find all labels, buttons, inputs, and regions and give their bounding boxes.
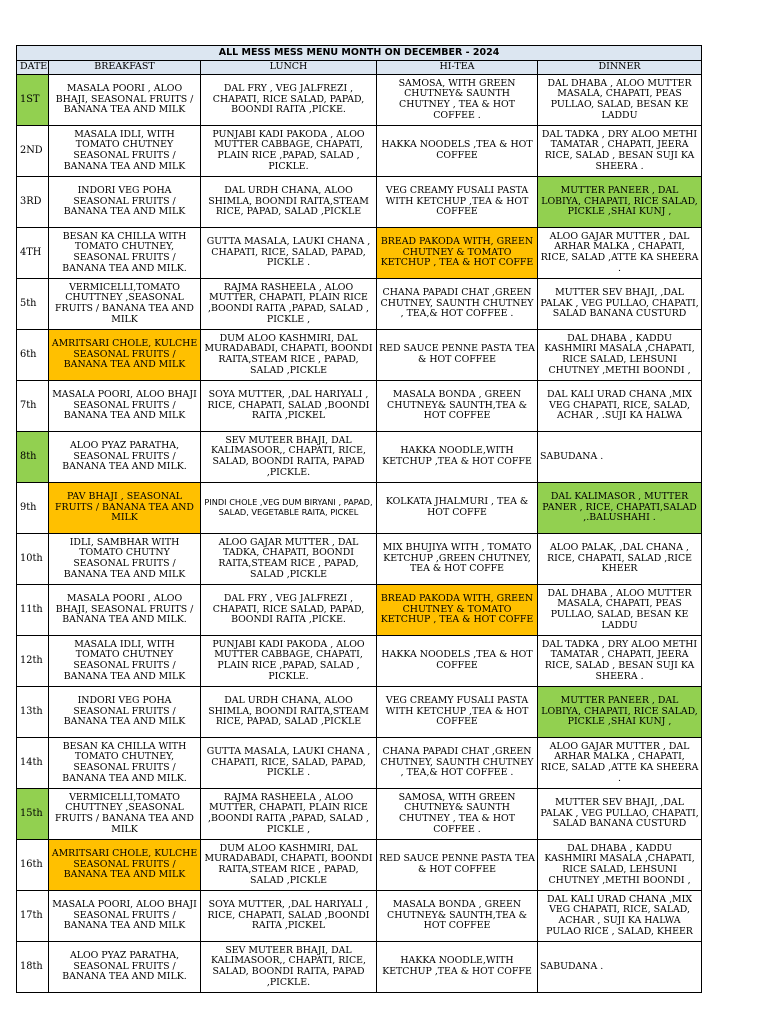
menu-row xyxy=(17,381,702,432)
breakfast-cell: AMRITSARI CHOLE, KULCHE SEASONAL FRUITS / BANANA TEA AND MILK xyxy=(49,330,201,381)
menu-row xyxy=(17,126,702,177)
date-cell: 14th xyxy=(17,738,49,789)
lunch-cell: DAL FRY , VEG JALFREZI , CHAPATI, RICE SALAD, PAPAD, BOONDI RAITA ,PICKE. xyxy=(201,585,377,636)
dinner-cell: DAL DHABA , ALOO MUTTER MASALA, CHAPATI, PEAS PULLAO, SALAD, BESAN KE LADDU xyxy=(538,585,702,636)
header-dinner: DINNER xyxy=(538,61,702,75)
header-breakfast: BREAKFAST xyxy=(49,61,201,75)
date-cell: 13th xyxy=(17,687,49,738)
column-header-row xyxy=(17,61,702,75)
lunch-cell: PUNJABI KADI PAKODA , ALOO MUTTER CABBAGE, CHAPATI, PLAIN RICE ,PAPAD, SALAD , PICKLE. xyxy=(201,126,377,177)
hitea-cell: CHANA PAPADI CHAT ,GREEN CHUTNEY, SAUNTH CHUTNEY , TEA,& HOT COFFEE . xyxy=(377,279,538,330)
header-lunch: LUNCH xyxy=(201,61,377,75)
dinner-cell: DAL TADKA , DRY ALOO METHI TAMATAR , CHAPATI, JEERA RICE, SALAD , BESAN SUJI KA SHEERA . xyxy=(538,126,702,177)
breakfast-cell: MASALA POORI, ALOO BHAJI SEASONAL FRUITS / BANANA TEA AND MILK xyxy=(49,381,201,432)
dinner-cell: ALOO GAJAR MUTTER , DAL ARHAR MALKA , CHAPATI, RICE, SALAD ,ATTE KA SHEERA . xyxy=(538,228,702,279)
menu-row xyxy=(17,840,702,891)
hitea-cell: RED SAUCE PENNE PASTA TEA & HOT COFFEE xyxy=(377,330,538,381)
date-cell: 4TH xyxy=(17,228,49,279)
hitea-cell: MIX BHUJIYA WITH , TOMATO KETCHUP ,GREEN CHUTNEY, TEA & HOT COFFE xyxy=(377,534,538,585)
dinner-cell: SABUDANA . xyxy=(538,432,702,483)
breakfast-cell: INDORI VEG POHA SEASONAL FRUITS / BANANA TEA AND MILK xyxy=(49,687,201,738)
date-cell: 8th xyxy=(17,432,49,483)
hitea-cell: HAKKA NOODELS ,TEA & HOT COFFEE xyxy=(377,126,538,177)
lunch-cell: RAJMA RASHEELA , ALOO MUTTER, CHAPATI, PLAIN RICE ,BOONDI RAITA ,PAPAD, SALAD , PICKLE , xyxy=(201,279,377,330)
breakfast-cell: MASALA POORI , ALOO BHAJI, SEASONAL FRUITS / BANANA TEA AND MILK xyxy=(49,75,201,126)
hitea-cell: BREAD PAKODA WITH, GREEN CHUTNEY & TOMATO KETCHUP , TEA & HOT COFFE xyxy=(377,228,538,279)
menu-row xyxy=(17,585,702,636)
dinner-cell: MUTTER PANEER , DAL LOBIYA, CHAPATI, RICE SALAD, PICKLE ,SHAI KUNJ , xyxy=(538,177,702,228)
breakfast-cell: BESAN KA CHILLA WITH TOMATO CHUTNEY, SEASONAL FRUITS / BANANA TEA AND MILK. xyxy=(49,228,201,279)
hitea-cell: MASALA BONDA , GREEN CHUTNEY& SAUNTH,TEA & HOT COFFEE xyxy=(377,891,538,942)
dinner-cell: ALOO GAJAR MUTTER , DAL ARHAR MALKA , CHAPATI, RICE, SALAD ,ATTE KA SHEERA . xyxy=(538,738,702,789)
lunch-cell: DAL URDH CHANA, ALOO SHIMLA, BOONDI RAITA,STEAM RICE, PAPAD, SALAD ,PICKLE xyxy=(201,687,377,738)
date-cell: 2ND xyxy=(17,126,49,177)
menu-row xyxy=(17,891,702,942)
dinner-cell: DAL KALI URAD CHANA ,MIX VEG CHAPATI, RICE, SALAD, ACHAR , SUJI KA HALWA PULAO RICE , SALAD, KHEER xyxy=(538,891,702,942)
menu-body xyxy=(17,75,702,993)
breakfast-cell: VERMICELLI,TOMATO CHUTTNEY ,SEASONAL FRUITS / BANANA TEA AND MILK xyxy=(49,279,201,330)
dinner-cell: DAL KALI URAD CHANA ,MIX VEG CHAPATI, RICE, SALAD, ACHAR , .SUJI KA HALWA xyxy=(538,381,702,432)
lunch-cell: DAL URDH CHANA, ALOO SHIMLA, BOONDI RAITA,STEAM RICE, PAPAD, SALAD ,PICKLE xyxy=(201,177,377,228)
menu-row xyxy=(17,534,702,585)
date-cell: 18th xyxy=(17,942,49,993)
date-cell: 17th xyxy=(17,891,49,942)
dinner-cell: MUTTER SEV BHAJI, ,DAL PALAK , VEG PULLAO, CHAPATI, SALAD BANANA CUSTURD xyxy=(538,279,702,330)
dinner-cell: ALOO PALAK, ,DAL CHANA , RICE, CHAPATI, SALAD ,RICE KHEER xyxy=(538,534,702,585)
menu-row xyxy=(17,636,702,687)
lunch-cell: SOYA MUTTER, ,DAL HARIYALI , RICE, CHAPATI, SALAD ,BOONDI RAITA ,PICKEL xyxy=(201,381,377,432)
lunch-cell: SEV MUTEER BHAJI, DAL KALIMASOOR,, CHAPATI, RICE, SALAD, BOONDI RAITA, PAPAD ,PICKLE. xyxy=(201,942,377,993)
breakfast-cell: ALOO PYAZ PARATHA, SEASONAL FRUITS / BANANA TEA AND MILK. xyxy=(49,432,201,483)
lunch-cell: DAL FRY , VEG JALFREZI , CHAPATI, RICE SALAD, PAPAD, BOONDI RAITA ,PICKE. xyxy=(201,75,377,126)
date-cell: 9th xyxy=(17,483,49,534)
dinner-cell: DAL KALIMASOR , MUTTER PANER , RICE, CHAPATI,SALAD ,.BALUSHAHI . xyxy=(538,483,702,534)
breakfast-cell: MASALA POORI , ALOO BHAJI, SEASONAL FRUITS / BANANA TEA AND MILK. xyxy=(49,585,201,636)
lunch-cell: DUM ALOO KASHMIRI, DAL MURADABADI, CHAPATI, BOONDI RAITA,STEAM RICE , PAPAD, SALAD ,PICKLE xyxy=(201,330,377,381)
date-cell: 7th xyxy=(17,381,49,432)
breakfast-cell: AMRITSARI CHOLE, KULCHE SEASONAL FRUITS / BANANA TEA AND MILK xyxy=(49,840,201,891)
lunch-cell: GUTTA MASALA, LAUKI CHANA , CHAPATI, RICE, SALAD, PAPAD, PICKLE . xyxy=(201,738,377,789)
menu-title: ALL MESS MESS MENU MONTH ON DECEMBER - 2024 xyxy=(17,46,702,61)
date-cell: 3RD xyxy=(17,177,49,228)
breakfast-cell: BESAN KA CHILLA WITH TOMATO CHUTNEY, SEASONAL FRUITS / BANANA TEA AND MILK. xyxy=(49,738,201,789)
header-hitea: HI-TEA xyxy=(377,61,538,75)
date-cell: 5th xyxy=(17,279,49,330)
menu-row xyxy=(17,942,702,993)
hitea-cell: MASALA BONDA , GREEN CHUTNEY& SAUNTH,TEA & HOT COFFEE xyxy=(377,381,538,432)
dinner-cell: DAL DHABA , KADDU KASHMIRI MASALA ,CHAPATI, RICE SALAD, LEHSUNI CHUTNEY ,METHI BOONDI , xyxy=(538,330,702,381)
hitea-cell: KOLKATA JHALMURI , TEA & HOT COFFE xyxy=(377,483,538,534)
hitea-cell: SAMOSA, WITH GREEN CHUTNEY& SAUNTH CHUTNEY , TEA & HOT COFFEE . xyxy=(377,789,538,840)
title-row xyxy=(17,46,702,61)
date-cell: 10th xyxy=(17,534,49,585)
lunch-cell: RAJMA RASHEELA , ALOO MUTTER, CHAPATI, PLAIN RICE ,BOONDI RAITA ,PAPAD, SALAD , PICKLE , xyxy=(201,789,377,840)
hitea-cell: SAMOSA, WITH GREEN CHUTNEY& SAUNTH CHUTNEY , TEA & HOT COFFEE . xyxy=(377,75,538,126)
date-cell: 16th xyxy=(17,840,49,891)
hitea-cell: CHANA PAPADI CHAT ,GREEN CHUTNEY, SAUNTH CHUTNEY , TEA,& HOT COFFEE . xyxy=(377,738,538,789)
hitea-cell: VEG CREAMY FUSALI PASTA WITH KETCHUP ,TEA & HOT COFFEE xyxy=(377,687,538,738)
dinner-cell: DAL DHABA , KADDU KASHMIRI MASALA ,CHAPATI, RICE SALAD, LEHSUNI CHUTNEY ,METHI BOONDI , xyxy=(538,840,702,891)
hitea-cell: VEG CREAMY FUSALI PASTA WITH KETCHUP ,TEA & HOT COFFEE xyxy=(377,177,538,228)
menu-row xyxy=(17,483,702,534)
breakfast-cell: MASALA IDLI, WITH TOMATO CHUTNEY SEASONAL FRUITS / BANANA TEA AND MILK xyxy=(49,636,201,687)
header-date: DATE xyxy=(17,61,49,75)
lunch-cell: PUNJABI KADI PAKODA , ALOO MUTTER CABBAGE, CHAPATI, PLAIN RICE ,PAPAD, SALAD , PICKLE. xyxy=(201,636,377,687)
date-cell: 6th xyxy=(17,330,49,381)
menu-row xyxy=(17,432,702,483)
mess-menu-table xyxy=(16,45,702,993)
lunch-cell: SEV MUTEER BHAJI, DAL KALIMASOOR,, CHAPATI, RICE, SALAD, BOONDI RAITA, PAPAD ,PICKLE. xyxy=(201,432,377,483)
date-cell: 15th xyxy=(17,789,49,840)
dinner-cell: DAL TADKA , DRY ALOO METHI TAMATAR , CHAPATI, JEERA RICE, SALAD , BESAN SUJI KA SHEERA . xyxy=(538,636,702,687)
dinner-cell: DAL DHABA , ALOO MUTTER MASALA, CHAPATI, PEAS PULLAO, SALAD, BESAN KE LADDU xyxy=(538,75,702,126)
breakfast-cell: VERMICELLI,TOMATO CHUTTNEY ,SEASONAL FRUITS / BANANA TEA AND MILK xyxy=(49,789,201,840)
menu-row xyxy=(17,279,702,330)
menu-row xyxy=(17,789,702,840)
lunch-cell: SOYA MUTTER, ,DAL HARIYALI , RICE, CHAPATI, SALAD ,BOONDI RAITA ,PICKEL xyxy=(201,891,377,942)
breakfast-cell: PAV BHAJI , SEASONAL FRUITS / BANANA TEA AND MILK xyxy=(49,483,201,534)
hitea-cell: HAKKA NOODLE,WITH KETCHUP ,TEA & HOT COFFE xyxy=(377,942,538,993)
breakfast-cell: ALOO PYAZ PARATHA, SEASONAL FRUITS / BANANA TEA AND MILK. xyxy=(49,942,201,993)
date-cell: 1ST xyxy=(17,75,49,126)
menu-row xyxy=(17,228,702,279)
breakfast-cell: IDLI, SAMBHAR WITH TOMATO CHUTNY SEASONAL FRUITS / BANANA TEA AND MILK xyxy=(49,534,201,585)
breakfast-cell: MASALA POORI, ALOO BHAJI SEASONAL FRUITS / BANANA TEA AND MILK xyxy=(49,891,201,942)
menu-row xyxy=(17,177,702,228)
breakfast-cell: MASALA IDLI, WITH TOMATO CHUTNEY SEASONAL FRUITS / BANANA TEA AND MILK xyxy=(49,126,201,177)
dinner-cell: MUTTER PANEER , DAL LOBIYA, CHAPATI, RICE SALAD, PICKLE ,SHAI KUNJ , xyxy=(538,687,702,738)
menu-row xyxy=(17,75,702,126)
menu-row xyxy=(17,330,702,381)
dinner-cell: MUTTER SEV BHAJI, ,DAL PALAK , VEG PULLAO, CHAPATI, SALAD BANANA CUSTURD xyxy=(538,789,702,840)
hitea-cell: HAKKA NOODLE,WITH KETCHUP ,TEA & HOT COFFE xyxy=(377,432,538,483)
date-cell: 12th xyxy=(17,636,49,687)
menu-row xyxy=(17,687,702,738)
lunch-cell: DUM ALOO KASHMIRI, DAL MURADABADI, CHAPATI, BOONDI RAITA,STEAM RICE , PAPAD, SALAD ,PICKLE xyxy=(201,840,377,891)
hitea-cell: RED SAUCE PENNE PASTA TEA & HOT COFFEE xyxy=(377,840,538,891)
date-cell: 11th xyxy=(17,585,49,636)
hitea-cell: BREAD PAKODA WITH, GREEN CHUTNEY & TOMATO KETCHUP , TEA & HOT COFFE xyxy=(377,585,538,636)
menu-row xyxy=(17,738,702,789)
lunch-cell: GUTTA MASALA, LAUKI CHANA , CHAPATI, RICE, SALAD, PAPAD, PICKLE . xyxy=(201,228,377,279)
hitea-cell: HAKKA NOODELS ,TEA & HOT COFFEE xyxy=(377,636,538,687)
lunch-cell: ALOO GAJAR MUTTER , DAL TADKA, CHAPATI, BOONDI RAITA,STEAM RICE , PAPAD, SALAD ,PICKLE xyxy=(201,534,377,585)
lunch-cell: PINDI CHOLE ,VEG DUM BIRYANI , PAPAD, SALAD, VEGETABLE RAITA, PICKEL xyxy=(201,483,377,534)
breakfast-cell: INDORI VEG POHA SEASONAL FRUITS / BANANA TEA AND MILK xyxy=(49,177,201,228)
dinner-cell: SABUDANA . xyxy=(538,942,702,993)
